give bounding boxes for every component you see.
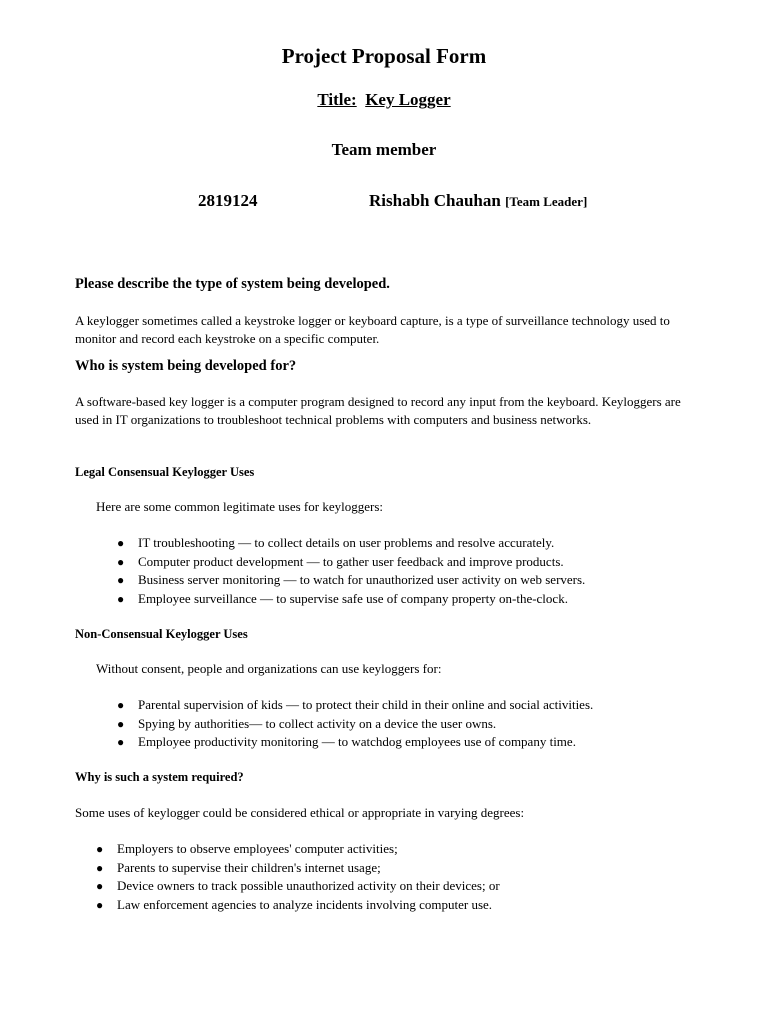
list-item: ● Parental supervision of kids — to protect their child in their online and social activities. — [138, 696, 593, 715]
bullet-icon: ● — [117, 735, 125, 750]
nonconsensual-uses-intro: Without consent, people and organizations can use keyloggers for: — [96, 661, 442, 676]
list-item: ● Law enforcement agencies to analyze incidents involving computer use. — [117, 896, 500, 915]
why-required-list — [96, 840, 500, 915]
list-item: ● Computer product development — to gather user feedback and improve products. — [138, 553, 585, 572]
list-item: ● Spying by authorities— to collect activity on a device the user owns. — [138, 715, 593, 734]
team-member-heading: Team member — [331, 140, 437, 159]
bullet-icon: ● — [96, 898, 104, 913]
bullet-icon: ● — [96, 879, 104, 894]
bullet-icon: ● — [96, 860, 104, 875]
project-title-line — [0, 90, 768, 110]
system-type-heading: Please describe the type of system being developed. — [75, 276, 390, 292]
nonconsensual-uses-list — [117, 696, 594, 752]
nonconsensual-uses-heading: Non-Consensual Keylogger Uses — [75, 627, 248, 641]
bullet-icon: ● — [96, 842, 104, 856]
bullet-icon: ● — [117, 592, 125, 607]
team-member-name: Rishabh Chauhan — [369, 191, 501, 210]
list-item: ● Employee productivity monitoring — to watchdog employees use of company time. — [138, 733, 593, 752]
project-title-value: Key Logger — [365, 90, 451, 109]
legal-uses-heading: Legal Consensual Keylogger Uses — [75, 465, 255, 479]
list-item: ● Employers to observe employees' computer activities; — [117, 840, 500, 859]
bullet-icon: ● — [117, 698, 125, 712]
system-type-body: A keylogger sometimes called a keystroke logger or keyboard capture, is a type of surveillance technology used to monitor and record each keystroke on a specific computer. — [75, 313, 670, 346]
why-required-heading: Why is such a system required? — [75, 770, 244, 784]
legal-uses-intro: Here are some common legitimate uses for keyloggers: — [96, 499, 383, 514]
list-item: ● Parents to supervise their children's internet usage; — [117, 859, 500, 878]
audience-body: A software-based key logger is a computer program designed to record any input from the keyboard. Keyloggers are used in IT organizations to troubleshoot technical problems with computers and business networks. — [75, 394, 681, 427]
audience-heading: Who is system being developed for? — [75, 358, 297, 374]
project-title-label: Title: — [317, 90, 357, 109]
list-item: ● IT troubleshooting — to collect details on user problems and resolve accurately. — [138, 534, 585, 553]
team-member-role: [Team Leader] — [505, 194, 588, 209]
bullet-icon: ● — [117, 716, 125, 731]
list-item: ● Business server monitoring — to watch for unauthorized user activity on web servers. — [138, 571, 585, 590]
why-required-intro: Some uses of keylogger could be considered ethical or appropriate in varying degrees: — [75, 805, 525, 820]
team-member-id: 2819124 — [198, 191, 258, 210]
list-item: ● Device owners to track possible unauthorized activity on their devices; or — [117, 877, 500, 896]
document-title: Project Proposal Form — [281, 44, 487, 68]
list-item: ● Employee surveillance — to supervise safe use of company property on-the-clock. — [138, 590, 585, 609]
team-member-entry — [369, 191, 587, 211]
bullet-icon: ● — [117, 554, 125, 569]
bullet-icon: ● — [117, 536, 125, 550]
legal-uses-list — [117, 534, 586, 609]
bullet-icon: ● — [117, 573, 125, 588]
